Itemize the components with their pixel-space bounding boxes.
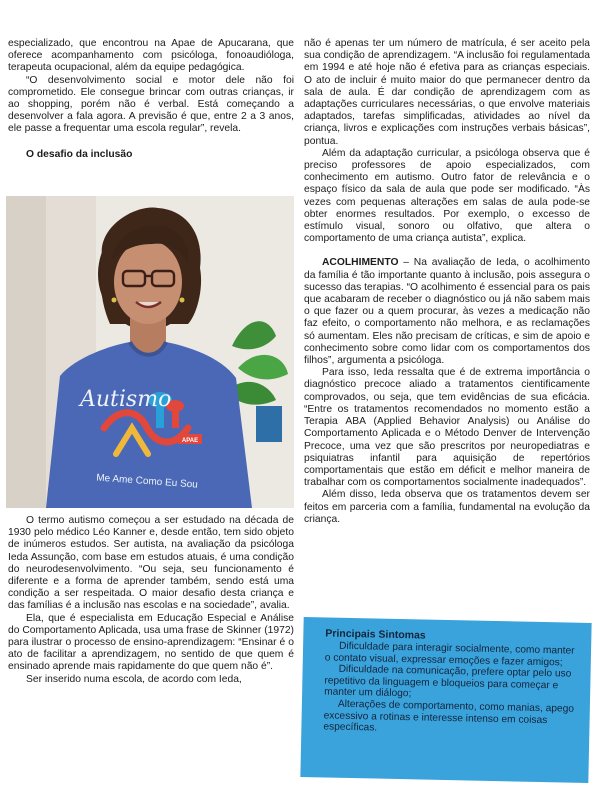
photo-psychologist [6,196,294,508]
paragraph-skinner: Ela, que é especialista em Educação Especial e Análise do Comportamento Aplicada, usa uma frase de Skinner (1972) para ilustrar o processo de ensino-aprendizagem: “Ensinar é o ato de facilitar a aprendizagem, no sentido de que quem é ensinado aprende mais rapidamente do que quem não é”. [8,612,294,673]
paragraph-quote-development: “O desenvolvimento social e motor dele não foi comprometido. Ele consegue brincar com outras crianças, ir ao shopping, porém não é verbal. Está começando a desenvolver a fala agora. A previsão é que, entre 2 a 3 anos, ele passe a frequentar uma escola regular”, revela. [8,74,294,135]
symptoms-title: Principais Sintomas [325,627,426,642]
right-column [304,38,590,526]
paragraph-autismo-term: O termo autismo começou a ser estudado na década de 1930 pelo médico Léo Kanner e, desde então, tem sido objeto de inúmeros estudos. Ser autista, na avaliação da psicóloga Ieda Assunção, com base em estudos atuais, é uma condição do neurodesenvolvimento. “Ou seja, seu funcionamento é diferente e a forma de aprender também, sendo está uma condição a ser respeitada. O maior desafio desta criança e das famílias é a inclusão nas escolas e na sociedade”, avalia. [8,515,294,612]
paragraph-apae: especializado, que encontrou na Apae de Apucarana, que oferece acompanhamento com psicóloga, fonoaudióloga, terapeuta ocupacional, além da equipe pedagógica. [8,38,294,74]
symptom-item: Alterações de comportamento, como manias, apego excessivo a rotinas e interesse intenso em coisas específicas. [323,698,575,734]
shirt-text: Autismo [80,387,172,412]
paragraph-parceria: Além disso, Ieda observa que os tratamentos devem ser feitos em parceria com a família, fundamental na evolução da criança. [304,489,590,525]
shirt-badge: APAE [181,438,199,444]
section-heading-inclusao: O desafio da inclusão [26,148,133,160]
symptom-item: Dificuldade para interagir socialmente, como manter o contato visual, expressar emoções e fazer amigos; [324,640,575,669]
symptoms-box [300,617,591,783]
symptom-item: Dificuldade na comunicação, prefere optar pelo uso repetitivo da linguagem e bloqueios para começar e manter um diálogo; [324,663,572,700]
shirt-subtext: Me Ame Como Eu Sou [95,472,199,491]
paragraph-escola: Ser inserido numa escola, de acordo com Ieda, [26,673,242,685]
left-column [8,38,294,161]
left-column-bottom [8,515,294,686]
paragraph-diagnostico: Para isso, Ieda ressalta que é de extrema importância o diagnóstico precoce aliado a tratamentos cientificamente comprovados, ou seja, que tem evidências de sua eficácia. “Entre os tratamentos recomendados no momento estão a Terapia ABA (Applied Behavior Analysis) ou Análise do Comportamento Aplicada e o Método Denver de Intervenção Precoce, uma vez que são prescritos por neuropediatras e psiquiatras infantil para aquisição de repertórios comportamentais que estão em déficit e melhor maneira de trabalhar com os comportamentos socialmente inadequados”. [304,367,590,489]
acolhimento-lead: ACOLHIMENTO [322,257,399,269]
paragraph-inclusao-regulamentada: não é apenas ter um número de matrícula, é ser aceito pela sua condição de aprendizagem. “A inclusão foi regulamentada em 1994 e até hoje não é efetiva para as crianças especiais. O ato de incluir é muito maior do que permanecer dentro da sala de aula. É dar condição de aprendizagem com as adaptações curriculares necessárias, o que envolve materiais adaptados, tarefas simplificadas, atividades ao nível da criança, livros e explicações com instruções verbais básicas”, pontua. [304,38,590,147]
paragraph-acolhimento [304,257,590,367]
paragraph-adaptacao: Além da adaptação curricular, a psicóloga observa que é preciso professores de apoio especializados, com conhecimento em autismo. Outro fator de relevância e o espaço físico da sala de aula que pode ser modificado. “Às vezes com pequenas alterações em salas de aula pode-se obter enormes resultados. Por exemplo, o excesso de estímulo visual, sonoro ou olfativo, que altera o comportamento de uma criança autista”, explica. [304,147,590,245]
photo-illustration [6,196,294,508]
acolhimento-text: – Na avaliação de Ieda, o acolhimento da família é tão importante quanto à inclusão, pois assegura o sucesso das terapias. “O acolhimento é essencial para os pais que acabaram de receber o diagnóstico ou já não sabem mais o que fazer ou a quem procurar, às vezes a medicação não faz efeito, o comportamento não melhora, e as reclamações só aumentam. Eles não precisam de críticas, e sim de apoio e conhecimento sobre como lidar com os comportamentos dos filhos”, argumenta a psicóloga. [304,257,590,367]
